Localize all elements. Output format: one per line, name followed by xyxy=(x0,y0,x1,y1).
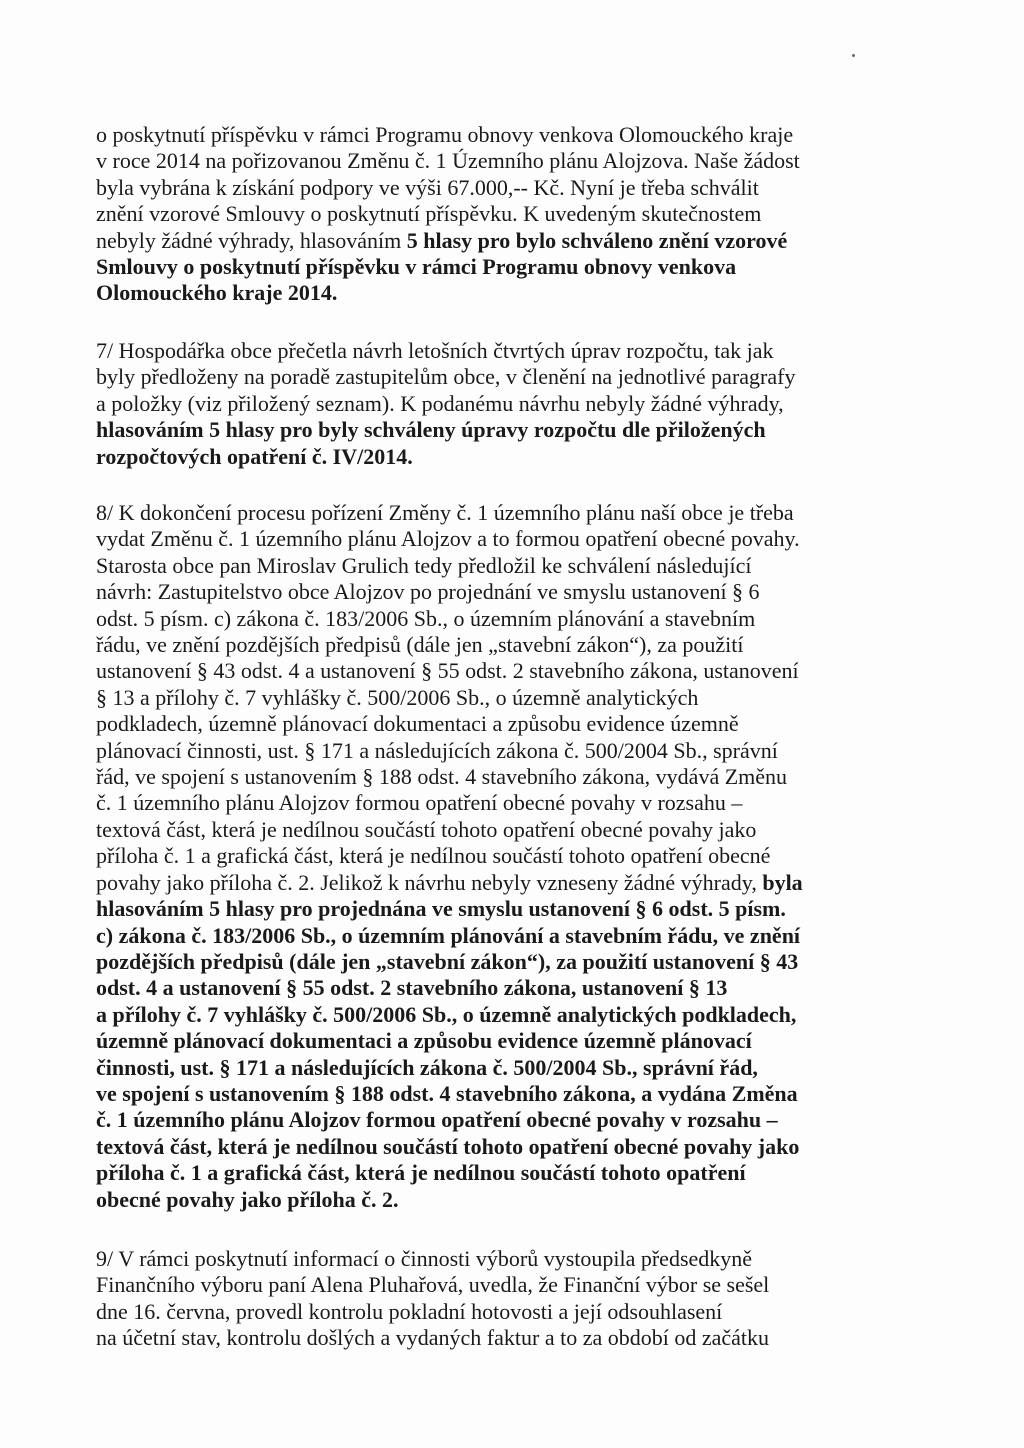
body-text: č. 1 územního plánu Alojzov formou opatření obecné povahy v rozsahu – xyxy=(96,790,743,816)
text-line xyxy=(96,553,886,579)
paragraph-grant-contract xyxy=(96,122,886,307)
text-line xyxy=(96,658,886,684)
text-line xyxy=(96,526,886,552)
body-text: ustanovení § 43 odst. 4 a ustanovení § 55 odst. 2 stavebního zákona, ustanovení xyxy=(96,658,799,684)
text-line xyxy=(96,1107,886,1133)
body-text: o poskytnutí příspěvku v rámci Programu obnovy venkova Olomouckého kraje xyxy=(96,122,794,147)
body-text: na účetní stav, kontrolu došlých a vydaných faktur a to za období od začátku xyxy=(96,1325,770,1351)
bold-text: územně plánovací dokumentaci a způsobu evidence územně plánovací xyxy=(96,1028,752,1054)
text-line xyxy=(96,949,886,975)
text-line xyxy=(96,1246,886,1272)
text-line xyxy=(96,764,886,790)
text-line xyxy=(96,606,886,632)
bold-text: odst. 4 a ustanovení § 55 odst. 2 stavebního zákona, ustanovení § 13 xyxy=(96,975,728,1001)
text-line xyxy=(96,738,886,764)
body-text: byly předloženy na poradě zastupitelům obce, v členění na jednotlivé paragrafy xyxy=(96,364,796,390)
text-line xyxy=(96,1002,886,1028)
text-line xyxy=(96,175,886,201)
text-line xyxy=(96,711,886,737)
body-text: dne 16. června, provedl kontrolu pokladní hotovosti a její odsouhlasení xyxy=(96,1298,723,1324)
bold-text: ve spojení s ustanovením § 188 odst. 4 stavebního zákona, a vydána Změna xyxy=(96,1080,798,1106)
body-text: povahy jako příloha č. 2. Jelikož k návrhu nebyly vzneseny žádné výhrady, xyxy=(96,869,763,895)
text-line xyxy=(96,685,886,711)
text-line xyxy=(96,338,886,364)
text-line xyxy=(96,500,886,526)
body-text: nebyly žádné výhrady, hlasováním xyxy=(96,227,407,253)
bold-text: a přílohy č. 7 vyhlášky č. 500/2006 Sb., o územně analytických podkladech, xyxy=(96,1001,797,1027)
body-text: návrh: Zastupitelstvo obce Alojzov po projednání ve smyslu ustanovení § 6 xyxy=(96,579,760,605)
text-line xyxy=(96,817,886,843)
bold-text: obecné povahy jako příloha č. 2. xyxy=(96,1186,399,1212)
bold-text: byla xyxy=(762,869,803,895)
text-line xyxy=(96,1187,886,1213)
body-text: řádu, ve znění pozdějších předpisů (dále jen „stavební zákon“), za použití xyxy=(96,632,744,658)
body-text: příloha č. 1 a grafická část, která je nedílnou součástí tohoto opatření obecné xyxy=(96,843,771,869)
text-line xyxy=(96,975,886,1001)
bold-text: příloha č. 1 a grafická část, která je nedílnou součástí tohoto opatření xyxy=(96,1160,746,1186)
body-text: vydat Změnu č. 1 územního plánu Alojzov a to formou opatření obecné povahy. xyxy=(96,526,800,552)
body-text: § 13 a přílohy č. 7 vyhlášky č. 500/2006 Sb., o územně analytických xyxy=(96,684,699,710)
body-text: řád, ve spojení s ustanovením § 188 odst. 4 stavebního zákona, vydává Změnu xyxy=(96,764,788,790)
body-text: Starosta obce pan Miroslav Grulich tedy předložil ke schválení následující xyxy=(96,552,752,578)
bold-text: rozpočtových opatření č. IV/2014. xyxy=(96,443,413,469)
text-line xyxy=(96,1081,886,1107)
paragraph-budget-amendment xyxy=(96,338,886,470)
text-line xyxy=(96,444,886,470)
bold-text: Olomouckého kraje 2014. xyxy=(96,280,338,306)
text-line xyxy=(96,1272,886,1298)
text-line xyxy=(96,843,886,869)
body-text: v roce 2014 na pořizovanou Změnu č. 1 Územního plánu Alojzova. Naše žádost xyxy=(96,148,800,174)
text-line xyxy=(96,1160,886,1186)
body-text: 7/ Hospodářka obce přečetla návrh letošních čtvrtých úprav rozpočtu, tak jak xyxy=(96,338,774,363)
text-line xyxy=(96,417,886,443)
body-text: 8/ K dokončení procesu pořízení Změny č. 1 územního plánu naší obce je třeba xyxy=(96,500,794,525)
text-line xyxy=(96,790,886,816)
body-text: podkladech, územně plánovací dokumentaci a způsobu evidence územně xyxy=(96,711,739,737)
text-line xyxy=(96,923,886,949)
bold-text: Smlouvy o poskytnutí příspěvku v rámci Programu obnovy venkova xyxy=(96,254,737,280)
bold-text: textová část, která je nedílnou součástí tohoto opatření obecné povahy jako xyxy=(96,1133,800,1159)
text-line xyxy=(96,1134,886,1160)
body-text: odst. 5 písm. c) zákona č. 183/2006 Sb., o územním plánování a stavebním xyxy=(96,605,756,631)
body-text: 9/ V rámci poskytnutí informací o činnosti výborů vystoupila předsedkyně xyxy=(96,1246,753,1271)
body-text: znění vzorové Smlouvy o poskytnutí příspěvku. K uvedeným skutečnostem xyxy=(96,201,762,227)
scan-speck xyxy=(852,54,855,57)
text-line xyxy=(96,1299,886,1325)
text-line xyxy=(96,896,886,922)
bold-text: hlasováním 5 hlasy pro projednána ve smyslu ustanovení § 6 odst. 5 písm. xyxy=(96,896,786,922)
body-text: Finančního výboru paní Alena Pluhařová, uvedla, že Finanční výbor se sešel xyxy=(96,1272,770,1298)
text-line xyxy=(96,122,886,148)
text-line xyxy=(96,870,886,896)
text-line xyxy=(96,364,886,390)
paragraph-committee-report xyxy=(96,1246,886,1352)
text-line xyxy=(96,280,886,306)
text-line xyxy=(96,228,886,254)
text-line xyxy=(96,391,886,417)
bold-text: c) zákona č. 183/2006 Sb., o územním plánování a stavebním řádu, ve znění xyxy=(96,922,801,948)
bold-text: činnosti, ust. § 171 a následujících zákona č. 500/2004 Sb., správní řád, xyxy=(96,1054,758,1080)
bold-text: hlasováním 5 hlasy pro byly schváleny úpravy rozpočtu dle přiložených xyxy=(96,417,766,443)
body-text: a položky (viz přiložený seznam). K podanému návrhu nebyly žádné výhrady, xyxy=(96,390,784,416)
text-line xyxy=(96,1028,886,1054)
body-text: byla vybrána k získání podpory ve výši 67.000,-- Kč. Nyní je třeba schválit xyxy=(96,174,759,200)
text-line xyxy=(96,1325,886,1351)
bold-text: pozdějších předpisů (dále jen „stavební zákon“), za použití ustanovení § 43 xyxy=(96,948,799,974)
body-text: textová část, která je nedílnou součástí tohoto opatření obecné povahy jako xyxy=(96,816,757,842)
text-line xyxy=(96,1055,886,1081)
text-line xyxy=(96,201,886,227)
text-line xyxy=(96,579,886,605)
bold-text: 5 hlasy pro bylo schváleno znění vzorové xyxy=(406,227,788,253)
text-line xyxy=(96,254,886,280)
bold-text: č. 1 územního plánu Alojzov formou opatření obecné povahy v rozsahu – xyxy=(96,1107,778,1133)
text-line xyxy=(96,632,886,658)
body-text: plánovací činnosti, ust. § 171 a následujících zákona č. 500/2004 Sb., správní xyxy=(96,737,778,763)
paragraph-zoning-plan-change xyxy=(96,500,886,1213)
text-line xyxy=(96,148,886,174)
